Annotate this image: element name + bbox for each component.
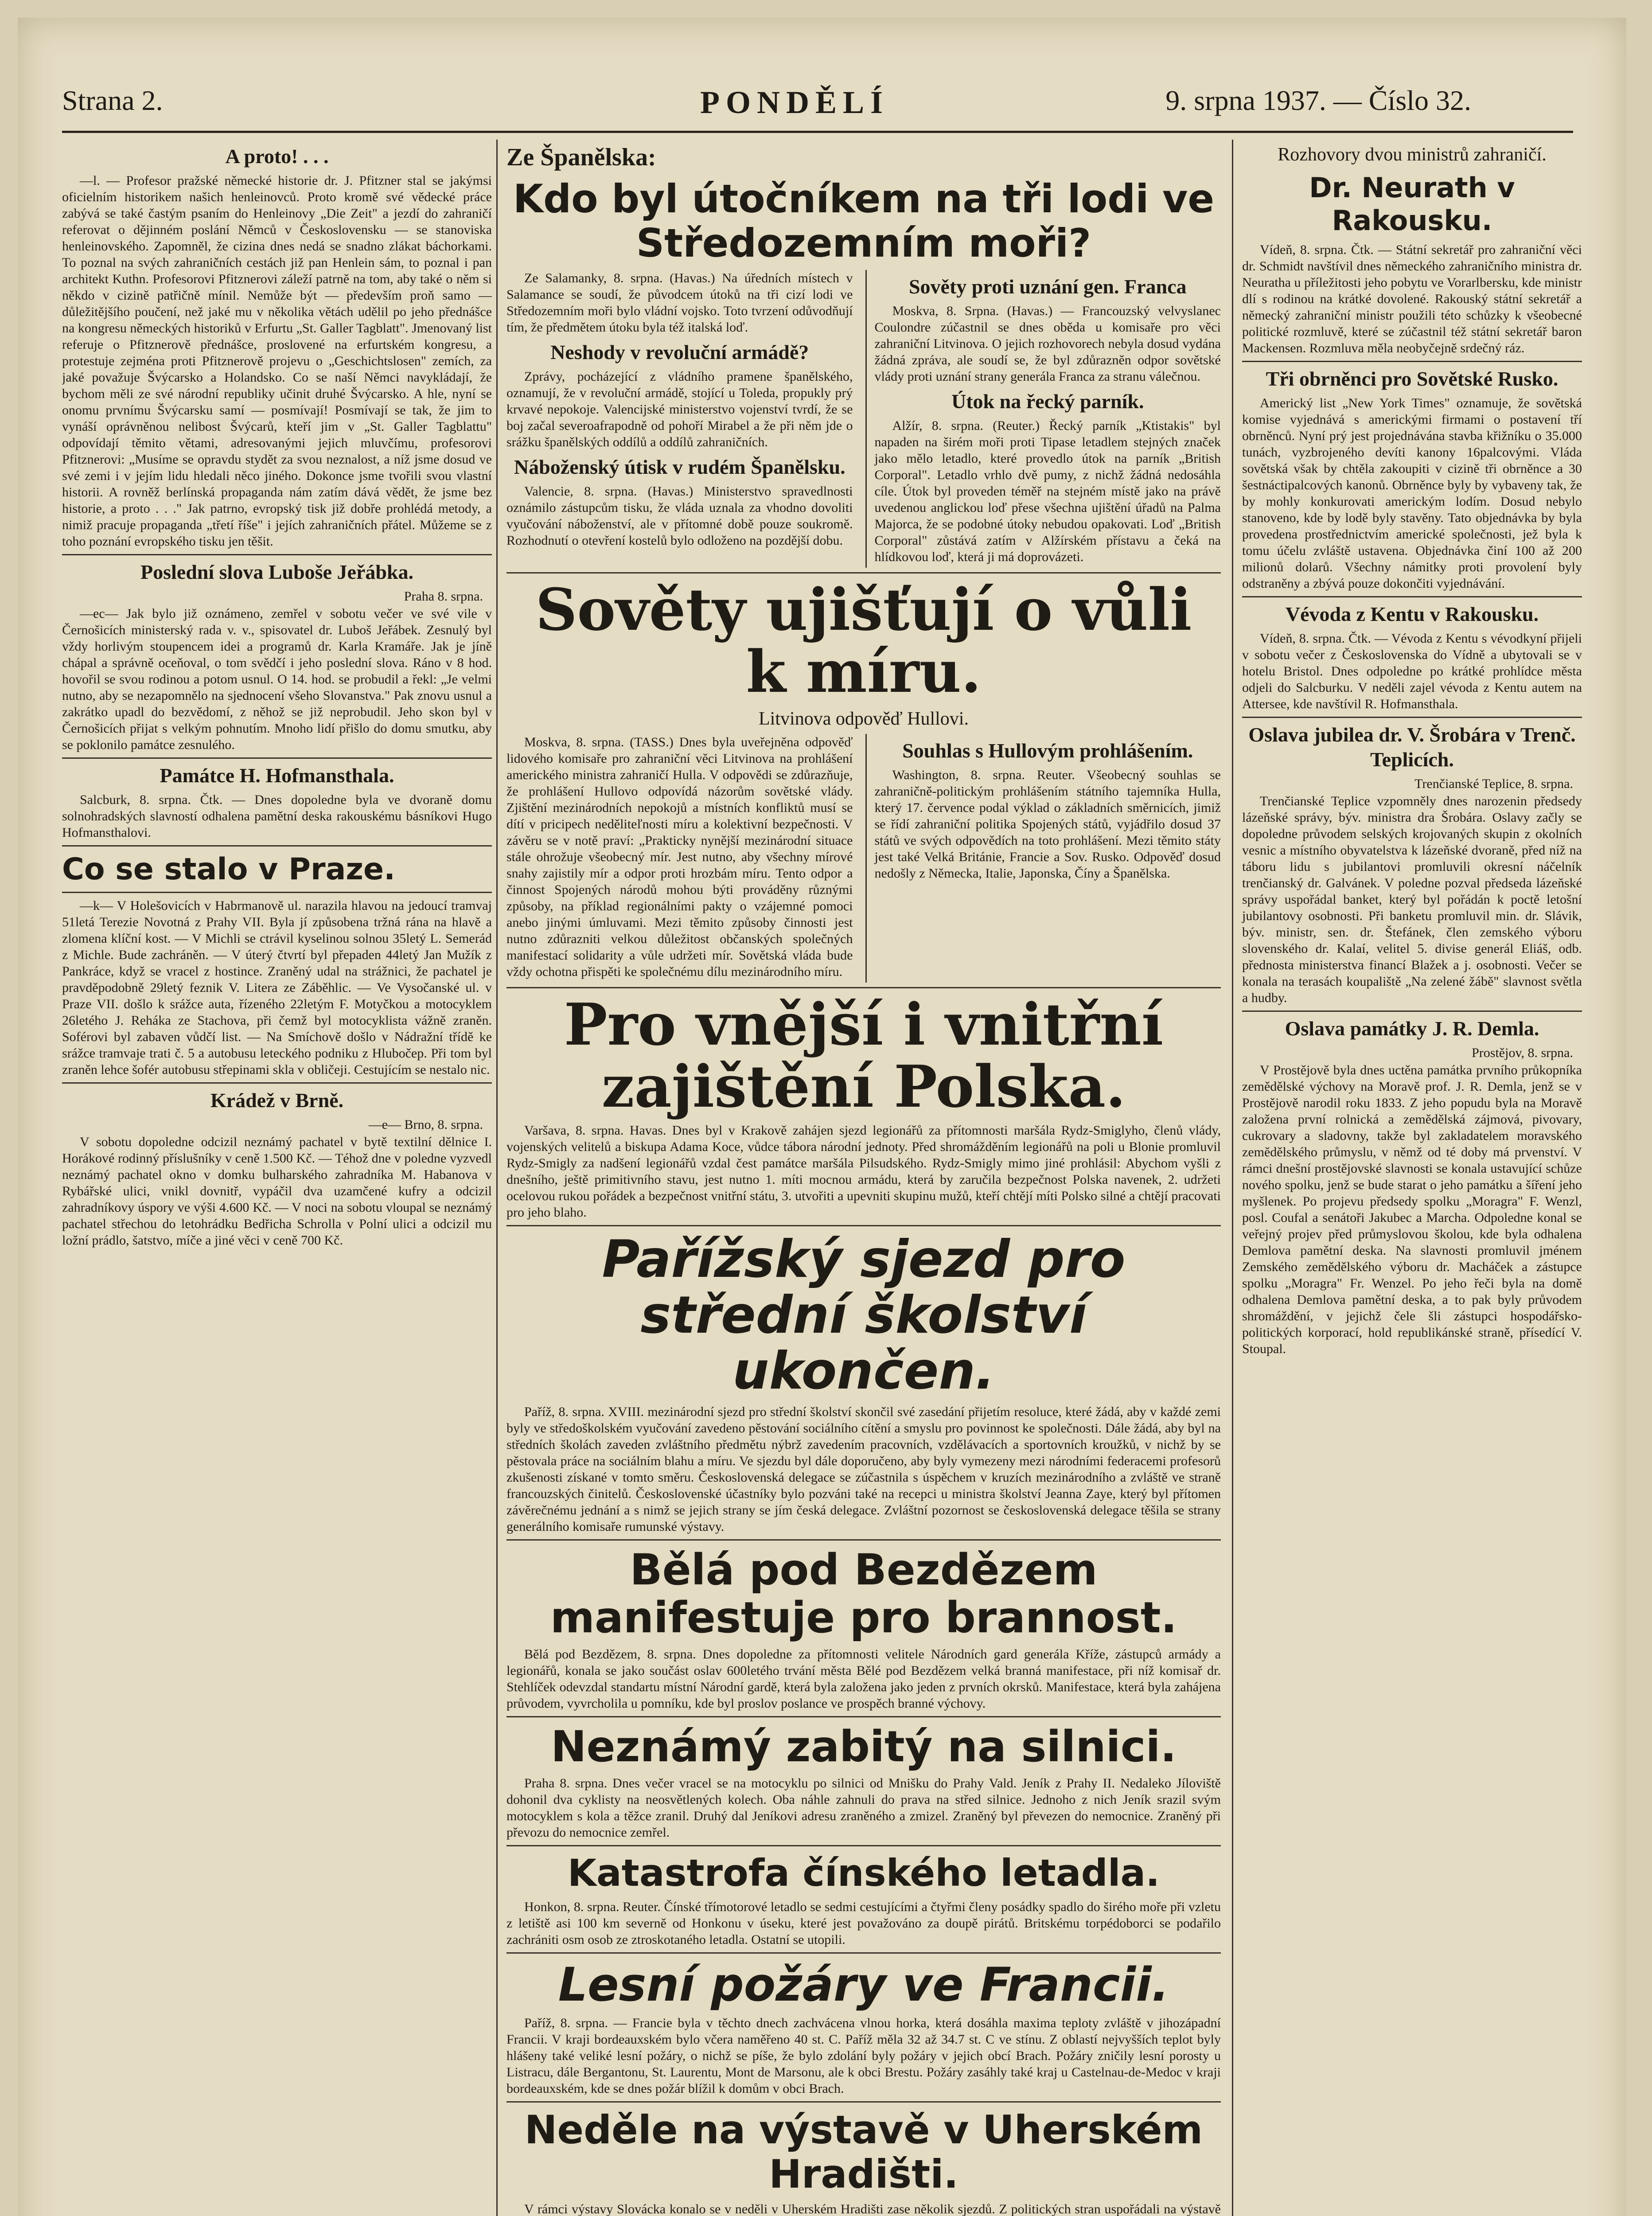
article-body: Trenčianské Teplice vzpomněly dnes narozenin předsedy lázeňské správy, býv. ministra dra Šrobára. Oslavy začly se dopoledne průvodem selských krojovaných skupin z okolních vesnic a místního obyvatelstva k lázeňské dvoraně, před níž na táboru lidu s jubilantovi promluvili okresní náčelník trenčianský dr. Galvánek. V poledne pozval předseda lázeňské správy uspořádal banket, který byl pořádán k poctě letošní jubilantovy osobnosti. Při banketu promluvil min. dr. Slávik, býv. ministr, sen. dr. Štefánek, člen zemského výboru slovenského dr. Kalaí, velitel 5. divise generál Eliáš, odb. přednosta ministerstva financí Blažek a j. osobnosti. Večer se konala na terasách koupaliště „Na zelené žábě" slavnost světla a hudby. [1242,794,1582,1005]
article-body: Varšava, 8. srpna. Havas. Dnes byl v Krakově zahájen sjezd legionářů za přítomnosti maršála Rydz-Smiglyho, členů vlády, vojenských velitelů a biskupa Adama Koce, vůdce tábora národní jednoty. Před shromážděním legionářů na poli u Blonie promluvil Rydz-Smigly za nadšení legionářů vzdal čest památce maršála Pilsudského. Rydz-Smigly mimo jiné prohlásil: Abychom vyšli z dnešního, ještě primitivního stavu, jest nutno 1. míti mocnou armádu, která by zaručila bezpečnost Polska navenek, 2. udržeti ocelovou rukou pořádek a bezpečnost vnitřní státu, 3. utvořiti a upevniti skupinu mužů, kteří chtějí míti Polsko silné a chtějí pracovati pro jeho blaho. [507,1123,1221,1220]
column-center [496,140,1221,2216]
newspaper-page [18,18,1626,2216]
dateline: Trenčianské Teplice, 8. srpna. [1414,776,1573,791]
divider [1242,596,1582,597]
date-issue: 9. srpna 1937. — Číslo 32. [1165,85,1471,116]
subcolumn [507,734,853,983]
article-title: Útok na řecký parník. [951,390,1144,413]
headline: Lesní požáry ve Francii. [558,1958,1169,2012]
headline: Neznámý zabitý na silnici. [551,1722,1177,1771]
weekday: PONDĚLÍ [700,85,889,120]
divider [62,845,492,847]
article-title: Poslední slova Luboše Jeřábka. [140,561,413,583]
article-body: Washington, 8. srpna. Reuter. Všeobecný souhlas se zahraničně-politickým prohlášením státního tajemníka Hulla, který 17. července podal výklad o základních směrnicích, jimiž se řídí zahraniční politika Spojených států, vyjádřilo dosud 37 států ve svých odpovědích na toto prohlášení. Mezi těmito státy jest také Velká Británie, Francie a Sov. Rusko. Odpověď dosud nedošly z Německa, Italie, Japonska, Číny a Španělska. [874,768,1221,881]
divider [62,892,492,893]
article-body: Valencie, 8. srpna. (Havas.) Ministerstvo spravedlnosti oznámilo zástupcům tisku, že vláda uznala za vhodno dovoliti vyučování náboženství, ale v přítomné době pouze soukromě. Rozhodnutí o otevření kostelů bylo odloženo na pozdější dobu. [507,484,853,548]
headline: Kdo byl útočníkem na tři lodi ve Středozemním moři? [513,176,1215,266]
section-label: Ze Španělska: [507,144,656,171]
article-title: Sověty proti uznání gen. Franca [908,275,1187,298]
article-body: Americký list „New York Times" oznamuje, že sovětská komise vyjednává s americkými firmami o postavení tří obrněnců. Nyní prý jest projednávána stavba křižníku o 35.000 tunách, vyzbrojeného devíti kanony 16palcovými. Vláda sovětská však by chtěla zakoupiti v cizině tři obrněnce a 30 šestnáctipalcových kanonů. Obrněnce byly by vybaveny tak, že by mohly konkurovati americkým lodím. Dosud nebylo stanoveno, kde by lodě byly stavěny. Tato objednávka by byla provedena prostřednictvím americké společnosti, jež byla k tomu účelu zvláště ustavena. Objednávka činí 100 až 200 milionů dolarů. Všechny námitky proti provolení byly odstraněny a zbývá pouze dokončiti vyjednávání. [1242,396,1582,591]
article-title: Tři obrněnci pro Sovětské Rusko. [1266,367,1558,390]
article-body: Paříž, 8. srpna. XVIII. mezinárodní sjezd pro střední školství skončil své zasedání přijetím resoluce, které žádá, aby v každé zemi byly ve středoškolském vyučování zavedeno pěstování sociálního cítění a smyslu pro povinnost ke společnosti. Dále žádá, aby byl na středních školách zaveden zvláštního předmětu nýbrž zavedením pracovních, vzdělávacích a sportovních kroužků, v nichž by se pěstovala práce na sociálním blahu a míru. Ve sjezdu byl dále doporučeno, aby byly vymezeny mezi národními federacemi profesorů zkušenosti získané v tomto směru. Československá delegace se zúčastnila s úspěchem v kruzích mezinárodního a zvláště ve straně francouzských činitelů. Československé účastníky bylo pozváni také na recepci u ministra školství Jeanna Zaye, který byl přítomen závěrečnému jednání a s nimž se jejich strany se jím česká delegace. Zvláštní pozornost se československá delegace těšila se strany generálního komisaře rumunské výstavy. [507,1405,1221,1534]
divider [507,1845,1221,1846]
article-body: Vídeň, 8. srpna. Čtk. — Vévoda z Kentu s vévodkyní přijeli v sobotu večer z Československa do Vídně a ubytovali se v hotelu Bristol. Dnes odpoledne po krátké prohlídce města odjeli do Salcburku. V neděli zajel vévoda z Kentu autem na Attersee, kde navštívil R. Hofmansthala. [1242,631,1582,711]
header-rule [62,131,1573,133]
article-body: Vídeň, 8. srpna. Čtk. — Státní sekretář pro zahraniční věci dr. Schmidt navštívil dnes německého zahraničního ministra dr. Neuratha u příležitosti jeho pobytu ve Vorarlbersku, kde ministr dlí s rodinou na krátké dovolené. Rakouský státní sekretář a německý zahraniční ministr použili této schůzky k všeobecné politické rozmluvě, které se zúčastnil též státní sekretář baron Mackensen. Rozmluva měla neobyčejně srdečný ráz. [1242,242,1582,355]
article-title: Dr. Neurath v Rakousku. [1309,172,1515,237]
headline: Pařížský sjezd pro střední školství ukončen. [602,1229,1126,1401]
article-body: Moskva, 8. srpna. (TASS.) Dnes byla uveřejněna odpověď lidového komisaře pro zahraniční věci Litvinova na prohlášení amerického ministra zahraničí Hulla. V odpovědi se zdůrazňuje, že prohlášení Hullovo odpovídá názorům sovětské vlády. Zjištění mezinárodních nepokojů a místních konfliktů musí se dítí v pricipech neděliteľnosti míru a kolektivní bezpečnosti. V závěru se v notě praví: „Prakticky nynější mezinárodní situace stále ohrožuje všeobecný mír. Jest nutno, aby všechny mírové snahy zajistily mír a odpor proti hrozbám míru. Tento odpor a činnost Spojených národů mohou býti prováděny různými způsoby, na příklad regionálními pakty o vzájemné pomoci anebo jinými úmluvami. Mezi těmito způsoby činnosti jest nutno zdůrazniti velkou důležitost občanských společných manifestací solidarity a vůle udržeti mír. Sovětská vláda bude vždy ochotna přispěti ke společnému dílu mezinárodního míru. [507,735,853,979]
divider [1242,1010,1582,1012]
subheadline: Litvinova odpověď Hullovi. [759,709,969,729]
article-title: Náboženský útisk v rudém Španělsku. [514,456,845,478]
article-body: Honkon, 8. srpna. Reuter. Čínské třímotorové letadlo se sedmi cestujícími a čtyřmi členy posádky spadlo do širého moře při vzletu z letiště asi 100 km severně od Honkonu v úseku, které jest považováno za doupě pirátů. Britskému torpédoborci se podařilo zachrániti osm osob ze ztroskotaného letadla. Ostatní se utopili. [507,1900,1221,1947]
divider [507,1225,1221,1226]
article-body: Bělá pod Bezdězem, 8. srpna. Dnes dopoledne za přítomnosti velitele Národních gard generála Kříže, zástupců armády a legionářů, konala se jako součást oslav 600letého trvání města Bělé pod Bezdězem velká branná manifestace, při níž komisař dr. Stehlíček odevzdal standartu místní Národní gardě, která byla založena jako jeden z prvních okrsků. Manifestace, která byla zahájena průvodem, vyvrcholila u pomníku, kde byl proslov poslance ve prospěch branné výchovy. [507,1647,1221,1711]
headline: Bělá pod Bezdězem manifestuje pro brannost. [550,1545,1177,1642]
divider [1242,717,1582,718]
article-title: Neshody v revoluční armádě? [550,341,809,363]
divider [507,1539,1221,1541]
article-body: Moskva, 8. Srpna. (Havas.) — Francouzský velvyslanec Coulondre zúčastnil se dnes oběda u komisaře pro věci zahraniční Litvinova. O jejich rozhovorech nebyla dosud vydána žádná zpráva, ale soudí se, že byl zdůrazněn odpor sovětské vlády proti uznání strany generála Franca za stranu válečnou. [874,304,1221,384]
divider [507,572,1221,574]
article-body: Salcburk, 8. srpna. Čtk. — Dnes dopoledne byla ve dvoraně domu solnohradských slavností odhalena pamětní deska rakouskému básníkovi Hugo Hofmansthalovi. [62,792,492,840]
article-title: Oslava památky J. R. Demla. [1285,1017,1539,1040]
article-body: V sobotu dopoledne odcizil neznámý pachatel v bytě textilní dělnice I. Horákové rodinný příslušníky v ceně 1.500 Kč. — Téhož dne v poledne vyzvedl neznámý pachatel okno v domku bulharského zahradníka M. Habanova v Rybářské ulici, vnikl dovnitř, vypáčil dva uzamčené kufry a odcizil zahradníkovy úspory ve výši 4.600 Kč. — V noci na sobotu vloupal se neznámý pachatel střechou do letohrádku Bedřicha Schrolla v Polní ulici a odcizil mu ložní prádlo, šatstvo, míče a jiné věci v ceně 700 Kč. [62,1135,492,1248]
subcolumn [865,270,1221,568]
page-header [18,75,1626,129]
article-body: Alžír, 8. srpna. (Reuter.) Řecký parník „Ktistakis" byl napaden na širém moři proti Tipase letadlem stejných značek jako mělo letadlo, které provedlo útok na parník „British Corporal". Letadlo vrhlo dvě pumy, z nichž žádná nedosáhla cíle. Útok byl proveden téměř na stejném místě jako na právě uvedenou anglickou loď přese všechna ujištění úřadů na Palma Majorca, že se podobné útoky nebudou opakovati. Loď „British Corporal" zůstává zatím v Alžírském přístavu a čeká na hlídkovou loď, která ji má doprovázeti. [874,418,1221,564]
dateline: Praha 8. srpna. [404,589,483,604]
page-number: Strana 2. [62,85,163,116]
article-body: —l. — Profesor pražské německé historie dr. J. Pfitzner stal se jakýmsi oficielním historikem našich henleinovců. Proto kromě své vědecké práce zabývá se také častým psaním do Henleinovy „Die Zeit" a jezdí do zahraničí referovat o dějinném poslání Němců v Československu — se stanoviska henleinovského. Zapomněl, že cizina dnes nedá se snadno zlákat báchorkami. To poznal na svých zahraničních cestách již pan Henlein sám, to poznal i pan architekt Kuthn. Profesorovi Pfitznerovi záleží patrně na tom, aby také o něm si někdo v cizině patřičně mínil. Nemůže být — především proň samo — důležitějšího poučení, než jaké mu v několika větách udělil po jeho přednášce na kongresu německých historiků v Erfurtu „St. Galler Tagblatt". Jmenovaný list referuje o Pfitznerově přednášce, proslovené na erfurtském kongresu, a protestuje zejména proti Pfitznerově projevu o „Geschichtslosen" zemích, za jaké považuje Švýcarsko a Holandsko. Co se naší Němci navykládají, že bychom měli ze své národní republiky učinit druhé Švýcarsko. A hle, nyní se onomu prvnímu Švýcarsku samí — posmívají! Posmívají se tak, že jim to vynáší oprávněnou nelibost Švýcarů, kteří jim v „St. Galler Tagblattu" odpovídají těmito větami, adresovanými jejich mluvčímu, profesorovi Pfitznerovi: „Musíme se opravdu stydět za svou neznalost, a níž jsme dosud ve své zemi i v jejím lidu hledali něco jiného. Dokonce jsme tvořili svou vlastní historii. A rovněž berlínská propaganda nám zatím dává vědět, že jsme bez historie, a proto . . ." Jak patrno, evropský tisk již dobře prohlédá metody, a nimiž pracuje propaganda „třetí říše" i jejích zahraničních přátel. Můžeme se z toho poznání evropského tisku jen těšit. [62,173,492,549]
article-body: Paříž, 8. srpna. — Francie byla v těchto dnech zachvácena vlnou horka, která dosáhla maxima teploty zvláště v jihozápadní Francii. V kraji bordeauxském bylo včera naměřeno 40 st. C. Paříž měla 32 až 34.7 st. C ve stínu. Z oblastí nejvyšších teplot byly hlášeny také veliké lesní požáry, o nichž se píše, že bylo zdolání byly požáry v jejich obcí Brach. Požáry zničily lesní porosty u Listracu, dále Bergantonu, St. Laurentu, Mont de Marsonu, ale k obci Brestu. Požáry zasáhly také kraj u Castelnau-de-Medoc v kraji bordeauxském, kde se dnes požár blížil k domům v obci Brach. [507,2016,1221,2096]
dateline: Prostějov, 8. srpna. [1472,1046,1573,1060]
headline: Pro vnější i vnitřní zajištění Polska. [564,991,1164,1120]
article-title: Vévoda z Kentu v Rakousku. [1285,603,1539,625]
divider [62,1082,492,1084]
subcolumn [507,270,853,568]
divider [507,987,1221,988]
article-body: Praha 8. srpna. Dnes večer vracel se na motocyklu po silnici od Mnišku do Prahy Vald. Jeník z Prahy II. Nedaleko Jíloviště dohonil dva cyklisty na neosvětlených kolech. Oba náhle zahnuli do prava na střed silnice. Jednoho z nich Jeník srazil svým motocyklem s kola a těžce zranil. Druhý dal Jeníkovi adresu zraněného a zmizel. Zraněný byl převezen do nemocnice. Zraněný při převozu do nemocnice zemřel. [507,1776,1221,1840]
article-body: V rámci výstavy Slovácka konalo se v neděli v Uherském Hradišti zase několik sjezdů. Z politických stran uspořádali na výstavě [524,2202,1221,2216]
kicker: Rozhovory dvou ministrů zahraničí. [1278,144,1547,165]
subcolumn [865,734,1221,983]
article-body: —ec— Jak bylo již oznámeno, zemřel v sobotu večer ve své vile v Černošicích ministerský rada v. v., spisovatel dr. Luboš Jeřábek. Zesnulý byl vždy horlivým stoupencem idei a programů dr. Karla Kramáře. Jak je jíně chápal a správně oceňoval, o tom svědčí i jeho poslední slova. Ráno v 8 hod. hovořil se svou rodinou a potom usnul. O 14. hod. se probudil a řekl: „Je velmi nutno, aby se nezapomnělo na sjednocení všeho Slovanstva." Pak znovu usnul a zakrátko upadl do bezvědomí, z něhož se již neprobudil. Jeho skon byl v Černošicích přijat s velkým pohnutím. Mnoho lidí přišlo do domu smutku, aby se poklonilo památce zesnulého. [62,606,492,752]
article-title: Oslava jubilea dr. V. Šrobára v Trenč. Teplicích. [1248,723,1576,771]
article-title: Co se stalo v Praze. [62,852,395,887]
column-right [1232,140,1582,2216]
divider [507,2101,1221,2103]
divider [507,1952,1221,1954]
divider [507,1716,1221,1717]
article-title: A proto! . . . [225,145,329,168]
divider [62,554,492,555]
article-title: Památce H. Hofmansthala. [160,764,394,787]
article-body: Zprávy, pocházející z vládního pramene španělského, oznamují, že v revoluční armádě, stojící u Toleda, propukly prý krvavé nepokoje. Valencijské ministerstvo vojenství tvrdí, že se boj začal severoafrapodně od pohoří Mirabel a že při něm jde o srážku španělských oddílů a oddílů zahraničních. [507,369,853,449]
headline: Katastrofa čínského letadla. [567,1851,1160,1895]
article-body: Ze Salamanky, 8. srpna. (Havas.) Na úředních místech v Salamance se soudí, že původcem útoků na tři cizí lodi ve Středozemním moři bylo vládní vojsko. Toto tvrzení odůvodňují tím, že předmětem útoku byla též italská loď. [507,271,853,335]
divider [62,757,492,759]
article-title: Krádež v Brně. [210,1089,344,1112]
headline: Sověty ujišťují o vůli k míru. [535,576,1192,706]
dateline: —e— Brno, 8. srpna. [368,1117,483,1132]
divider [1242,361,1582,362]
sovety-columns [507,734,1221,983]
headline: Neděle na výstavě v Uherském Hradišti. [524,2107,1203,2197]
article-body: V Prostějově byla dnes uctěna památka prvního průkopníka zemědělské výchovy na Moravě prof. J. R. Demla, jenž se v Prostějově narodil roku 1833. Z jeho popudu byla na Moravě založena první rolnická a zemědělská zájmová, pivovary, cukrovary a sladovny, takže byl zakladatelem moravského zemědělského průmyslu, v němž od té doby má prvenství. V rámci dnešní prostějovské slavnosti se konala ustavující schůze nového spolku, jenž se bude starat o jeho památku a šíření jeho myšlenek. Po projevu předsedy spolku „Moragra" F. Wenzl, posl. Coufal a senátoři Jakubec a Marcha. Odpoledne konal se veřejný projev před průmyslovou školou, kde byla odhalena Demlova pamětní deska. Na slavnosti promluvil jménem Zemského zemědělského výboru dr. Macháček a zástupce spolku „Moragra" Fr. Wenzel. Po jeho řeči byla na domě odhalena Demlova pamětní deska, a to pak byly průvodem shromáždění, v jejichž čele šli zástupci hospodářsko-politických korporací, hold republikánské straně, přísedící V. Stoupal. [1242,1063,1582,1356]
spain-columns [507,270,1221,568]
column-left [62,140,492,2216]
article-title: Souhlas s Hullovým prohlášením. [902,739,1193,762]
article-body: —k— V Holešovicích v Habrmanově ul. narazila hlavou na jedoucí tramvaj 51letá Terezie Novotná z Prahy VII. Byla jí způsobena tržná rána na hlavě a zlomena klíční kost. — V Michli se ctrávil kyselinou solnou 35letý L. Semerád z Michle. Bude zachráněn. — V úterý čtvrtí byl přepaden 44letý Jan Mužík z Pankráce, když se vracel z hostince. Zraněný udal na strážnici, že pachatel je pravděpodobně 29letý feznik V. Litera ze Záběhlic. — Ve Vysočanské ul. v Praze VII. došlo k srážce auta, řízeného 22letým F. Motyčkou a motocyklem 26letého J. Reháka ze Stachova, při čemž byl motocyklista vážně zraněn. Soférovi byl zabaven vůdčí list. — Na Smíchově došlo v Nádražní třídě ke srážce tramvaje trati č. 5 a autobusu leteckého podniku z Hlubočep. Při tom byl zraněn lehce šofér autobusu střepinami skla v obličeji. Cestujícím se nestalo nic. [62,898,492,1077]
